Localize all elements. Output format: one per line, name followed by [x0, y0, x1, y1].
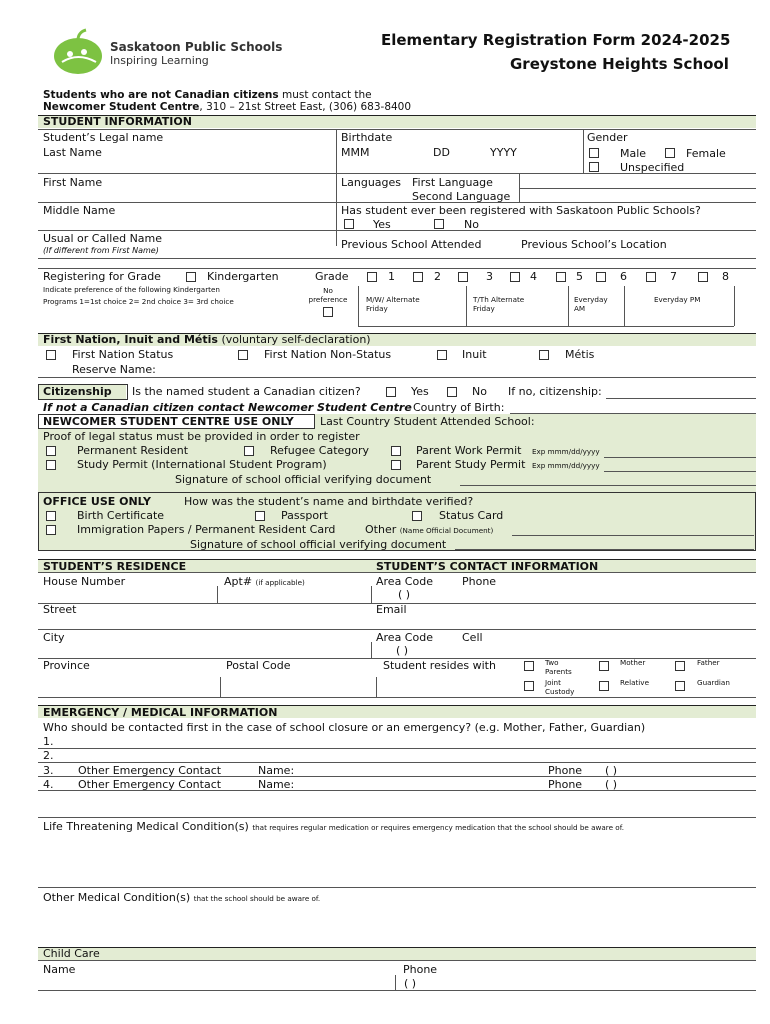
kindergarten-checkbox[interactable]: [186, 272, 196, 282]
house-number-label: House Number: [43, 575, 126, 588]
city-label: City: [43, 631, 65, 644]
citizen-no-checkbox[interactable]: [447, 387, 457, 397]
inuit-label: Inuit: [462, 348, 487, 361]
fn-status-checkbox[interactable]: [46, 350, 56, 360]
grade-6-label: 6: [620, 270, 627, 283]
grade-3-checkbox[interactable]: [458, 272, 468, 282]
everyday-pm-label: Everyday PM: [654, 295, 701, 304]
usual-name-note: (If different from First Name): [43, 246, 159, 255]
other-doc-label: Other (Name Official Document): [365, 523, 494, 536]
immigration-label: Immigration Papers / Permanent Resident Card: [77, 523, 336, 536]
joint-custody-label: Joint Custody: [545, 678, 575, 696]
joint-custody-checkbox[interactable]: [524, 681, 534, 691]
contact-2-number: 2.: [43, 749, 54, 762]
newcomer-signature-label: Signature of school official verifying document: [175, 473, 432, 486]
office-signature-label: Signature of school official verifying document: [190, 538, 447, 551]
registering-grade-label: Registering for Grade: [43, 270, 161, 283]
grade-8-checkbox[interactable]: [698, 272, 708, 282]
grade-8-label: 8: [722, 270, 729, 283]
parent-study-label: Parent Study Permit: [416, 458, 526, 471]
intro-line1: Students who are not Canadian citizens must contact the: [43, 89, 372, 101]
legal-name-label: Student’s Legal name: [43, 131, 164, 144]
contact-heading: STUDENT’S CONTACT INFORMATION: [376, 560, 599, 573]
two-parents-label: Two Parents: [545, 658, 572, 676]
birth-cert-checkbox[interactable]: [46, 511, 56, 521]
parent-study-checkbox[interactable]: [391, 460, 401, 470]
male-checkbox[interactable]: [589, 148, 599, 158]
contact-4-name-label: Name:: [258, 778, 295, 791]
parent-study-exp-label: Exp mmm/dd/yyyy: [532, 461, 600, 470]
first-name-label: First Name: [43, 176, 103, 189]
childcare-name-label: Name: [43, 963, 76, 976]
apple-logo-icon: [50, 28, 110, 76]
cell-area-code-label: Area Code: [376, 631, 433, 644]
study-permit-label: Study Permit (International Student Program): [77, 458, 327, 471]
contact-4-phone-field[interactable]: ( ): [605, 778, 618, 791]
mmm-label: MMM: [341, 146, 370, 159]
refugee-label: Refugee Category: [270, 444, 370, 457]
grade-5-label: 5: [576, 270, 583, 283]
languages-label: Languages: [341, 176, 402, 189]
grade-6-checkbox[interactable]: [596, 272, 606, 282]
metis-label: Métis: [565, 348, 595, 361]
fn-non-status-label: First Nation Non-Status: [264, 348, 392, 361]
grade-1-checkbox[interactable]: [367, 272, 377, 282]
everyday-am-label: Everyday AM: [574, 295, 608, 313]
yyyy-label: YYYY: [490, 146, 517, 159]
grade-7-checkbox[interactable]: [646, 272, 656, 282]
cell-label: Cell: [462, 631, 483, 644]
parent-work-checkbox[interactable]: [391, 446, 401, 456]
no-preference-checkbox[interactable]: [323, 307, 333, 317]
contact-3-name-label: Name:: [258, 764, 295, 777]
grade-3-label: 3: [486, 270, 493, 283]
second-language-label: Second Language: [412, 190, 511, 203]
fn-non-status-checkbox[interactable]: [238, 350, 248, 360]
cell-area-code-field[interactable]: ( ): [396, 644, 409, 657]
kindergarten-label: Kindergarten: [207, 270, 279, 283]
grade-4-checkbox[interactable]: [510, 272, 520, 282]
parent-work-exp-label: Exp mmm/dd/yyyy: [532, 447, 600, 456]
contact-3-label: Other Emergency Contact: [78, 764, 222, 777]
registered-no-label: No: [464, 218, 479, 231]
school-name: Greystone Heights School: [510, 55, 729, 73]
male-label: Male: [620, 147, 647, 160]
org-name: Saskatoon Public Schools: [110, 40, 283, 54]
contact-4-phone-label: Phone: [548, 778, 583, 791]
citizenship-label: Citizenship: [43, 385, 112, 398]
registered-yes-label: Yes: [373, 218, 391, 231]
contact-3-phone-label: Phone: [548, 764, 583, 777]
grade-2-label: 2: [434, 270, 441, 283]
mw-alternate-label: M/W/ Alternate Friday: [366, 295, 420, 313]
registered-question: Has student ever been registered with Saskatoon Public Schools?: [341, 204, 701, 217]
childcare-phone-label: Phone: [403, 963, 438, 976]
other-medical-label: Other Medical Condition(s) that the school should be aware of.: [43, 891, 321, 904]
registered-yes-checkbox[interactable]: [344, 219, 354, 229]
first-language-label: First Language: [412, 176, 493, 189]
grade-7-label: 7: [670, 270, 677, 283]
citizenship-question: Is the named student a Canadian citizen?: [132, 385, 361, 398]
first-nation-heading: First Nation, Inuit and Métis (voluntary self-declaration): [43, 333, 371, 346]
life-threat-label: Life Threatening Medical Condition(s) that requires regular medication or requires emergency medication that the school should be aware of.: [43, 820, 624, 833]
emergency-question: Who should be contacted first in the case of school closure or an emergency? (e.g. Mother, Father, Guardian): [43, 721, 646, 734]
female-label: Female: [686, 147, 726, 160]
guardian-label: Guardian: [697, 678, 730, 687]
country-of-birth-label: Country of Birth:: [413, 401, 505, 414]
childcare-phone-field[interactable]: ( ): [404, 977, 417, 990]
immigration-checkbox[interactable]: [46, 525, 56, 535]
metis-checkbox[interactable]: [539, 350, 549, 360]
birthdate-label: Birthdate: [341, 131, 393, 144]
if-no-citizenship-label: If no, citizenship:: [508, 385, 602, 398]
gender-label: Gender: [587, 131, 628, 144]
female-checkbox[interactable]: [665, 148, 675, 158]
citizen-yes-checkbox[interactable]: [386, 387, 396, 397]
grade-4-label: 4: [530, 270, 537, 283]
fn-status-label: First Nation Status: [72, 348, 174, 361]
passport-label: Passport: [281, 509, 328, 522]
grade-1-label: 1: [388, 270, 395, 283]
reserve-name-label: Reserve Name:: [72, 363, 156, 376]
form-title: Elementary Registration Form 2024-2025: [381, 31, 731, 49]
childcare-heading: Child Care: [43, 947, 100, 960]
newcomer-heading: NEWCOMER STUDENT CENTRE USE ONLY: [43, 415, 294, 428]
prev-school-location-label: Previous School’s Location: [521, 238, 667, 251]
office-question: How was the student’s name and birthdate verified?: [184, 495, 474, 508]
k-pref-line2: Programs 1=1st choice 2= 2nd choice 3= 3rd choice: [43, 297, 234, 306]
last-country-label: Last Country Student Attended School:: [320, 415, 535, 428]
contact-3-phone-field[interactable]: ( ): [605, 764, 618, 777]
postal-code-label: Postal Code: [226, 659, 291, 672]
childcare-band: [38, 947, 756, 960]
email-label: Email: [376, 603, 407, 616]
father-label: Father: [697, 658, 720, 667]
study-permit-checkbox[interactable]: [46, 460, 56, 470]
perm-resident-checkbox[interactable]: [46, 446, 56, 456]
no-preference-label: No preference: [308, 286, 348, 304]
proof-label: Proof of legal status must be provided in order to register: [43, 430, 360, 443]
status-card-label: Status Card: [439, 509, 504, 522]
passport-checkbox[interactable]: [255, 511, 265, 521]
registered-no-checkbox[interactable]: [434, 219, 444, 229]
k-pref-line1: Indicate preference of the following Kindergarten: [43, 285, 220, 294]
usual-name-label: Usual or Called Name: [43, 232, 163, 245]
area-code-label: Area Code: [376, 575, 433, 588]
emergency-heading: EMERGENCY / MEDICAL INFORMATION: [43, 706, 278, 719]
apt-label: Apt# (if applicable): [224, 575, 305, 588]
intro-line2: Newcomer Student Centre, 310 – 21st Street East, (306) 683-8400: [43, 101, 412, 113]
relative-checkbox[interactable]: [599, 681, 609, 691]
not-canadian-note: If not a Canadian citizen contact Newcomer Student Centre: [43, 401, 412, 414]
father-checkbox[interactable]: [675, 661, 685, 671]
logo: [50, 28, 110, 76]
contact-1-number: 1.: [43, 735, 54, 748]
resides-with-label: Student resides with: [383, 659, 496, 672]
two-parents-checkbox[interactable]: [524, 661, 534, 671]
street-label: Street: [43, 603, 77, 616]
mother-label: Mother: [620, 658, 646, 667]
grade-label: Grade: [315, 270, 349, 283]
contact-4-number: 4.: [43, 778, 54, 791]
contact-3-number: 3.: [43, 764, 54, 777]
grade-2-checkbox[interactable]: [413, 272, 423, 282]
mother-checkbox[interactable]: [599, 661, 609, 671]
parent-work-label: Parent Work Permit: [416, 444, 522, 457]
unspecified-label: Unspecified: [620, 161, 685, 174]
student-info-heading: STUDENT INFORMATION: [43, 115, 192, 128]
province-label: Province: [43, 659, 90, 672]
last-name-label: Last Name: [43, 146, 102, 159]
tth-alternate-label: T/Th Alternate Friday: [473, 295, 525, 313]
unspecified-checkbox[interactable]: [589, 162, 599, 172]
office-heading: OFFICE USE ONLY: [43, 495, 151, 508]
contact-4-label: Other Emergency Contact: [78, 778, 222, 791]
inuit-checkbox[interactable]: [437, 350, 447, 360]
citizen-no-label: No: [472, 385, 487, 398]
citizen-yes-label: Yes: [411, 385, 429, 398]
guardian-checkbox[interactable]: [675, 681, 685, 691]
dd-label: DD: [433, 146, 450, 159]
perm-resident-label: Permanent Resident: [77, 444, 189, 457]
relative-label: Relative: [620, 678, 649, 687]
org-tagline: Inspiring Learning: [110, 54, 209, 67]
phone-area-code-field[interactable]: ( ): [398, 588, 411, 601]
grade-5-checkbox[interactable]: [556, 272, 566, 282]
refugee-checkbox[interactable]: [244, 446, 254, 456]
birth-cert-label: Birth Certificate: [77, 509, 165, 522]
prev-school-label: Previous School Attended: [341, 238, 482, 251]
status-card-checkbox[interactable]: [412, 511, 422, 521]
middle-name-label: Middle Name: [43, 204, 116, 217]
phone-label: Phone: [462, 575, 497, 588]
residence-heading: STUDENT’S RESIDENCE: [43, 560, 187, 573]
